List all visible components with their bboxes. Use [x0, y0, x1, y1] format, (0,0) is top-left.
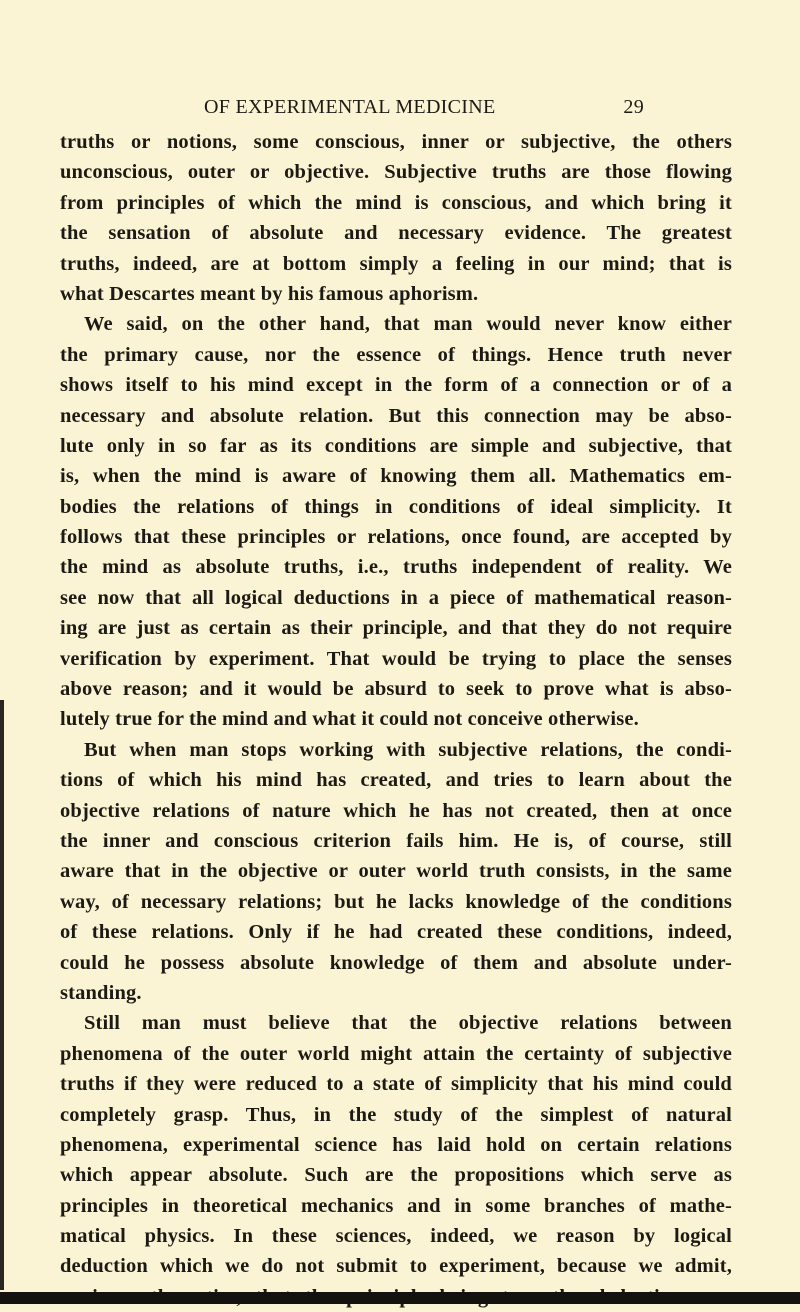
text-line: above reason; and it would be absurd to seek to prove what is abso-: [60, 678, 732, 701]
text-line: tions of which his mind has created, and tries to learn about the: [60, 769, 732, 792]
text-line: lute only in so far as its conditions are simple and subjective, that: [60, 434, 732, 457]
text-line: phenomena of the outer world might attain the certainty of subjective: [60, 1042, 732, 1065]
text-line: way, of necessary relations; but he lacks knowledge of the conditions: [60, 890, 732, 913]
text-line: completely grasp. Thus, in the study of the simplest of natural: [60, 1103, 732, 1126]
text-line: But when man stops working with subjective relations, the condi-: [84, 738, 732, 761]
text-line: aware that in the objective or outer world truth consists, in the same: [60, 860, 732, 883]
text-line: objective relations of nature which he has not created, then at once: [60, 799, 732, 822]
text-line: see now that all logical deductions in a piece of mathematical reason-: [60, 586, 732, 609]
text-line: unconscious, outer or objective. Subjective truths are those flowing: [60, 161, 732, 184]
text-line: truths or notions, some conscious, inner or subjective, the others: [60, 131, 732, 153]
text-line: principles in theoretical mechanics and in some branches of mathe-: [60, 1194, 732, 1217]
page-edge-shadow: [0, 700, 4, 1290]
text-line: from principles of which the mind is conscious, and which bring it: [60, 191, 732, 214]
text-line: necessary and absolute relation. But this connection may be abso-: [60, 404, 732, 427]
text-line: deduction which we do not submit to experiment, because we admit,: [60, 1255, 732, 1278]
text-line: truths if they were reduced to a state of simplicity that his mind could: [60, 1073, 732, 1096]
page-bottom-edge: [0, 1292, 800, 1304]
text-line: the mind as absolute truths, i.e., truths independent of reality. We: [60, 556, 732, 579]
text-line: matical physics. In these sciences, indeed, we reason by logical: [60, 1225, 732, 1248]
text-line: what Descartes meant by his famous aphorism.: [60, 282, 479, 305]
text-line: lutely true for the mind and what it could not conceive otherwise.: [60, 708, 639, 731]
text-line: shows itself to his mind except in the form of a connection or of a: [60, 374, 732, 397]
text-line: the inner and conscious criterion fails him. He is, of course, still: [60, 829, 732, 852]
text-line: ing are just as certain as their principle, and that they do not require: [60, 617, 732, 640]
text-line: bodies the relations of things in conditions of ideal simplicity. It: [60, 495, 732, 518]
text-line: of these relations. Only if he had created these conditions, indeed,: [60, 921, 732, 944]
text-line: follows that these principles or relations, once found, are accepted by: [60, 526, 732, 549]
text-line: Still man must believe that the objective relations between: [84, 1012, 732, 1035]
text-line: verification by experiment. That would be trying to place the senses: [60, 647, 732, 670]
text-line: is, when the mind is aware of knowing them all. Mathematics em-: [60, 465, 732, 488]
page-number: 29: [623, 96, 644, 118]
text-line: We said, on the other hand, that man would never know either: [84, 313, 732, 336]
text-line: the sensation of absolute and necessary evidence. The greatest: [60, 222, 732, 245]
text-line: the primary cause, nor the essence of things. Hence truth never: [60, 343, 732, 366]
running-title: OF EXPERIMENTAL MEDICINE: [204, 96, 496, 118]
text-line: could he possess absolute knowledge of them and absolute under-: [60, 951, 732, 974]
text-line: which appear absolute. Such are the propositions which serve as: [60, 1164, 732, 1187]
text-line: standing.: [60, 981, 142, 1004]
text-line: phenomena, experimental science has laid hold on certain relations: [60, 1133, 732, 1156]
text-line: truths, indeed, are at bottom simply a feeling in our mind; that is: [60, 252, 732, 275]
body-text: [60, 127, 732, 1312]
